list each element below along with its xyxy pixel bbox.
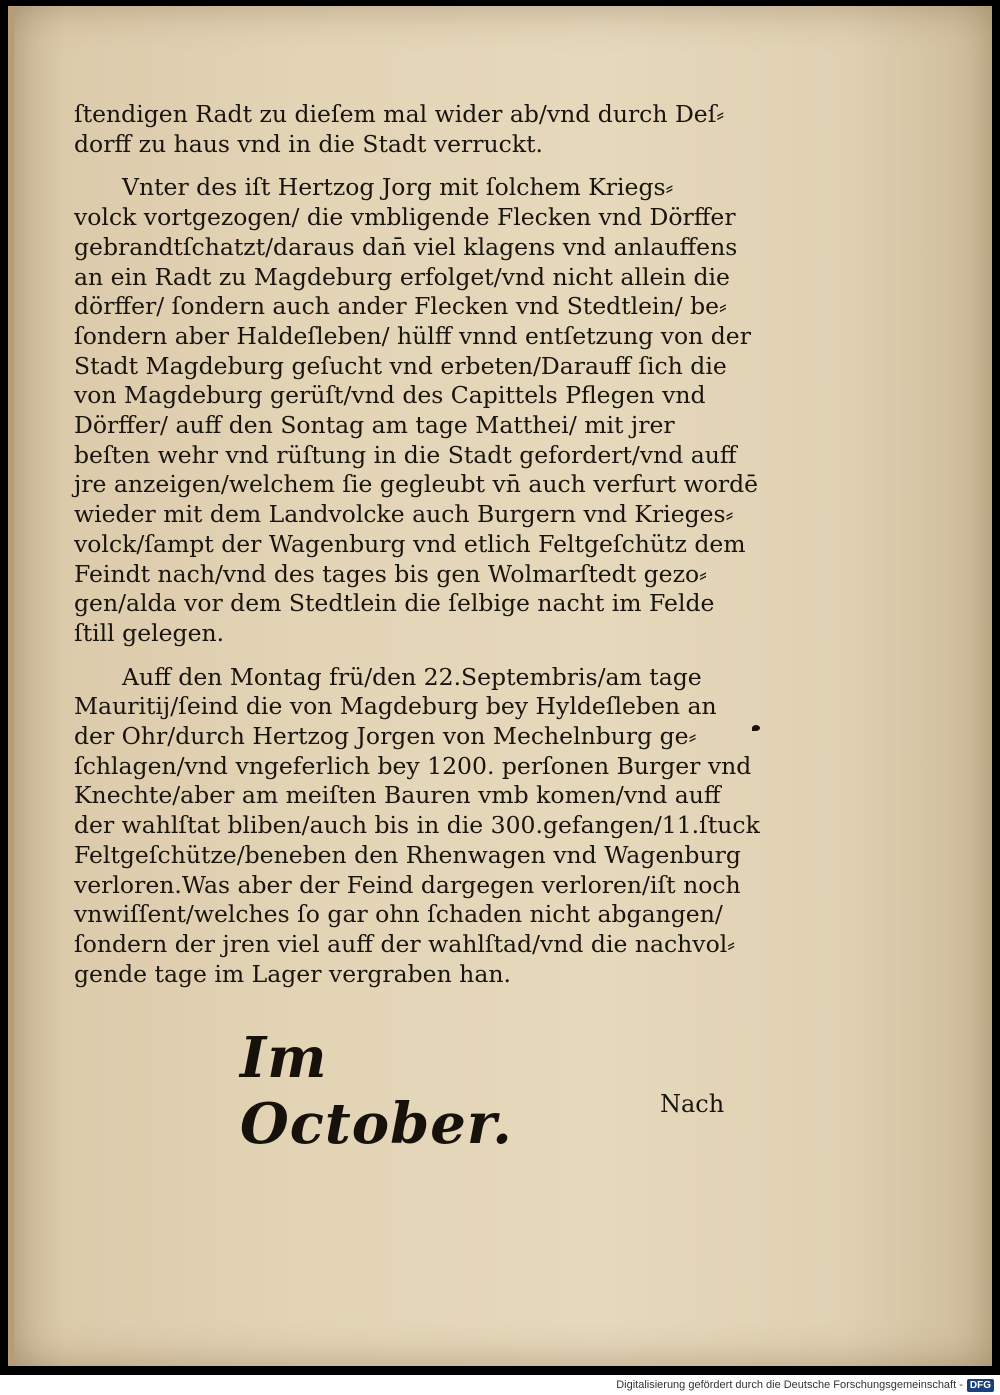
text-line: ſondern aber Haldeſleben/ hülff vnnd entſetzung von der — [74, 321, 751, 350]
text-line: Knechte/aber am meiſten Bauren vmb komen/vnd auff — [74, 781, 721, 810]
text-line: Feindt nach/vnd des tages bis gen Wolmarſtedt gezo⸗ — [74, 559, 707, 588]
text-line: dorff zu haus vnd in die Stadt verruckt. — [74, 129, 543, 158]
text-line: gebrandtſchatzt/daraus dan̄ viel klagens vnd anlauffens — [74, 232, 738, 261]
text-line: Dörffer/ auff den Sontag am tage Matthei/ mit jrer — [74, 411, 675, 440]
text-line: beſten wehr vnd rüſtung in die Stadt gefordert/vnd auff — [74, 440, 737, 469]
paragraph-2 — [74, 173, 759, 648]
text-line: volck/ſampt der Wagenburg vnd etlich Feltgeſchütz dem — [74, 529, 746, 558]
paragraph-3 — [74, 662, 760, 990]
page-binding-edge — [8, 6, 14, 1366]
text-line: der Ohr/durch Hertzog Jorgen von Mechelnburg ge⸗ — [74, 722, 697, 751]
text-line: ſtendigen Radt zu dieſem mal wider ab/vnd durch Deſ⸗ — [74, 100, 725, 128]
dfg-logo-icon: DFG — [967, 1379, 994, 1392]
section-heading: Im October. — [240, 1025, 513, 1157]
text-line: gen/alda vor dem Stedtlein die ſelbige nacht im Felde — [74, 589, 715, 618]
text-line: volck vortgezogen/ die vmbligende Flecken vnd Dörffer — [74, 203, 736, 232]
paragraph-1 — [74, 100, 744, 159]
body-text — [74, 100, 760, 989]
text-line: jre anzeigen/welchem ſie gegleubt vn̄ auch verfurt wordē — [74, 470, 759, 499]
text-line: gende tage im Lager vergraben han. — [74, 959, 511, 988]
catchword: Nach — [660, 1090, 725, 1118]
text-line: von Magdeburg gerüſt/vnd des Capittels Pflegen vnd — [74, 381, 706, 410]
text-line: der wahlſtat bliben/auch bis in die 300.gefangen/11.ſtuck — [74, 811, 760, 840]
text-line: Feltgeſchütze/beneben den Rhenwagen vnd Wagenburg — [74, 840, 741, 869]
digitization-footer — [0, 1375, 1000, 1395]
text-line: Vnter des iſt Hertzog Jorg mit ſolchem Kriegs⸗ — [122, 173, 674, 202]
text-line: Mauritij/ſeind die von Magdeburg bey Hyldeſleben an — [74, 692, 717, 721]
ink-mark-icon — [752, 725, 760, 731]
text-line: an ein Radt zu Magdeburg erfolget/vnd nicht allein die — [74, 262, 730, 291]
footer-credit: Digitalisierung gefördert durch die Deutsche Forschungsgemeinschaft - — [616, 1379, 963, 1391]
text-line: Stadt Magdeburg geſucht vnd erbeten/Darauff ſich die — [74, 351, 727, 380]
text-line: dörffer/ ſondern auch ander Flecken vnd Stedtlein/ be⸗ — [74, 292, 727, 321]
text-line: wieder mit dem Landvolcke auch Burgern vnd Krieges⸗ — [74, 500, 734, 529]
text-line: vnwiſſent/welches ſo gar ohn ſchaden nicht abgangen/ — [74, 900, 723, 929]
text-line: verloren.Was aber der Feind dargegen verloren/iſt noch — [74, 870, 741, 899]
text-line: ſondern der jren viel auff der wahlſtad/vnd die nachvol⸗ — [74, 929, 736, 958]
text-line: ſtill gelegen. — [74, 618, 225, 647]
text-line: Auff den Montag frü/den 22.Septembris/am tage — [122, 662, 702, 691]
text-line: ſchlagen/vnd vngeferlich bey 1200. perſonen Burger vnd — [74, 751, 752, 780]
